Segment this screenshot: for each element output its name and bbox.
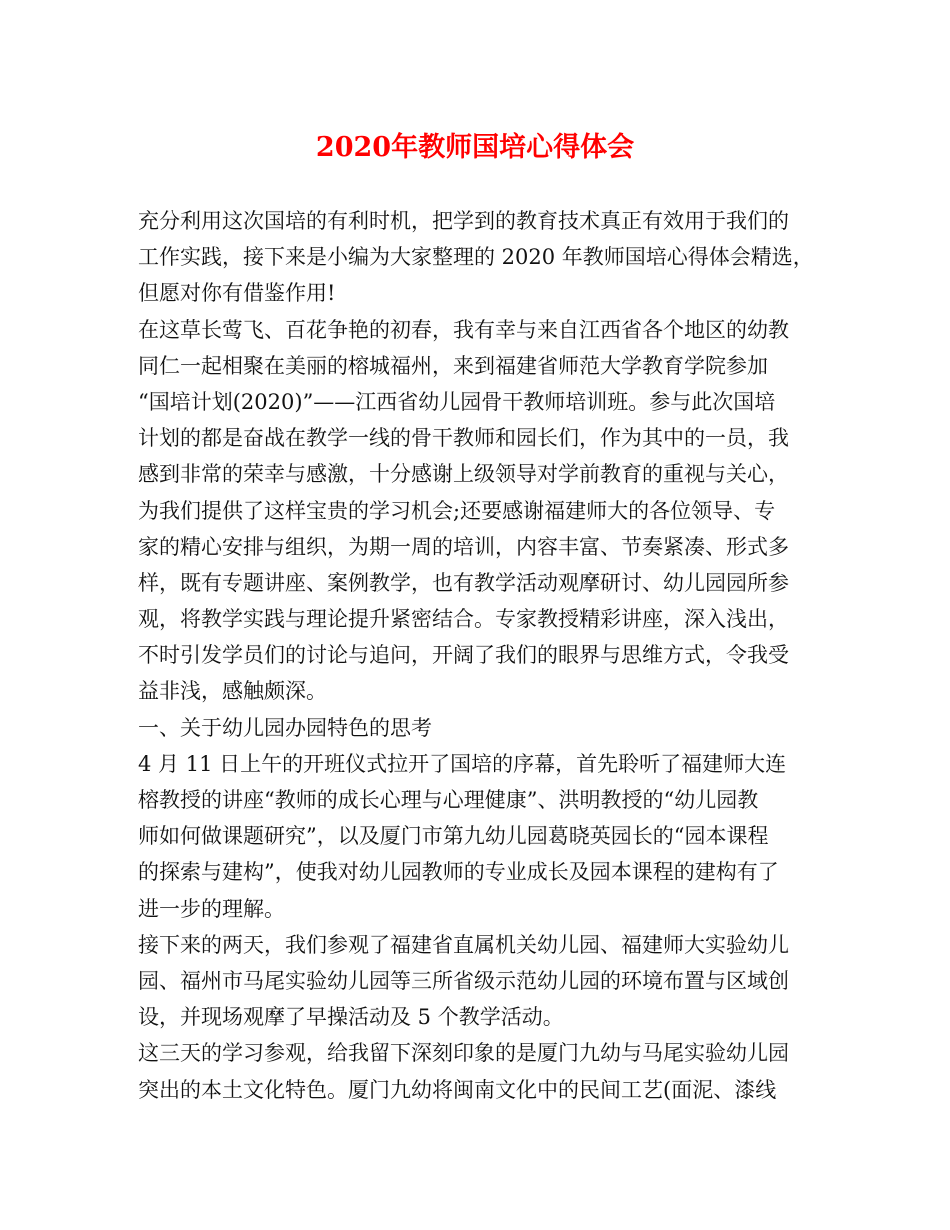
body-line: 接下来的两天，我们参观了福建省直属机关幼儿园、福建师大实验幼儿: [138, 932, 789, 957]
body-line: 益非浅，感触颇深。: [138, 679, 327, 704]
body-line: 师如何做课题研究”，以及厦门市第九幼儿园葛晓英园长的“园本课程: [138, 824, 769, 849]
body-line: 同仁一起相聚在美丽的榕城福州，来到福建省师范大学教育学院参加: [138, 353, 768, 378]
body-line: 观，将教学实践与理论提升紧密结合。专家教授精彩讲座，深入浅出，: [138, 607, 789, 632]
body-line: 计划的都是奋战在教学一线的骨干教师和园长们，作为其中的一员，我: [138, 426, 789, 451]
body-line: 家的精心安排与组织，为期一周的培训，内容丰富、节奏紧凑、形式多: [138, 534, 789, 559]
body-line: 突出的本土文化特色。厦门九幼将闽南文化中的民间工艺(面泥、漆线: [138, 1077, 777, 1102]
document-body: [138, 203, 818, 1108]
section-heading: 一、关于幼儿园办园特色的思考: [138, 715, 432, 740]
body-line: 不时引发学员们的讨论与追问，开阔了我们的眼界与思维方式，令我受: [138, 643, 789, 668]
body-line: 榕教授的讲座“教师的成长心理与心理健康”、洪明教授的“幼儿园教: [138, 788, 759, 812]
body-line: 工作实践，接下来是小编为大家整理的 2020 年教师国培心得体会精选，: [138, 245, 814, 270]
body-line: 的探索与建构”，使我对幼儿园教师的专业成长及园本课程的建构有了: [138, 860, 779, 885]
body-line: 在这草长莺飞、百花争艳的初春，我有幸与来自江西省各个地区的幼教: [138, 317, 789, 342]
body-line: 4 月 11 日上午的开班仪式拉开了国培的序幕，首先聆听了福建师大连: [138, 751, 787, 776]
body-line: “国培计划(2020)”——江西省幼儿园骨干教师培训班。参与此次国培: [138, 389, 776, 414]
body-line: 这三天的学习参观，给我留下深刻印象的是厦门九幼与马尾实验幼儿园: [138, 1041, 789, 1066]
document-title: 2020年教师国培心得体会: [315, 132, 635, 163]
body-line: 但愿对你有借鉴作用!: [138, 281, 336, 306]
body-line: 设，并现场观摩了早操活动及 5 个教学活动。: [138, 1005, 564, 1030]
body-line: 充分利用这次国培的有利时机，把学到的教育技术真正有效用于我们的: [138, 209, 789, 233]
body-line: 样，既有专题讲座、案例教学，也有教学活动观摩研讨、幼儿园园所参: [138, 570, 789, 595]
body-line: 进一步的理解。: [138, 896, 285, 921]
body-line: 感到非常的荣幸与感激，十分感谢上级领导对学前教育的重视与关心，: [138, 462, 789, 487]
body-line: 园、福州市马尾实验幼儿园等三所省级示范幼儿园的环境布置与区域创: [138, 968, 789, 993]
body-line: 为我们提供了这样宝贵的学习机会;还要感谢福建师大的各位领导、专: [138, 498, 776, 523]
